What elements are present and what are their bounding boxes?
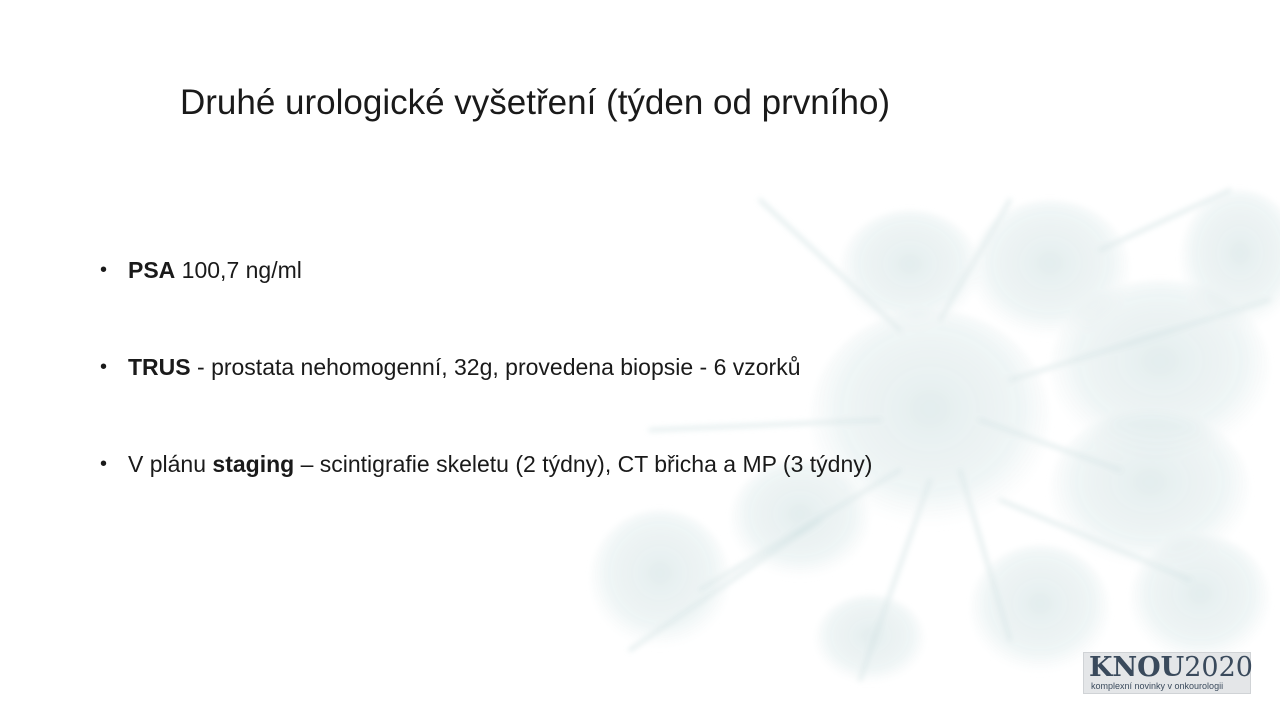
bullet-icon: • xyxy=(100,453,108,475)
list-item-text xyxy=(128,347,801,387)
logo-subtitle: komplexní novinky v onkourologii xyxy=(1091,681,1224,691)
list-item-bold: PSA xyxy=(128,257,176,283)
logo-wordmark-name: KNOU xyxy=(1089,652,1185,683)
list-item-bold: TRUS xyxy=(128,354,191,380)
list-item-rest: - prostata nehomogenní, 32g, provedena biopsie - 6 vzorků xyxy=(190,354,801,380)
list-item-text xyxy=(128,444,872,484)
knou-logo xyxy=(1083,652,1251,694)
list-item-bold: staging xyxy=(212,451,295,477)
bullet-icon: • xyxy=(100,356,108,378)
slide-title: Druhé urologické vyšetření (týden od prvního) xyxy=(180,83,891,122)
list-item-prefix: V plánu xyxy=(128,451,213,477)
list-item-rest: – scintigrafie skeletu (2 týdny), CT břicha a MP (3 týdny) xyxy=(294,451,873,477)
logo-wordmark-year: 2020 xyxy=(1184,652,1253,683)
list-item-rest: 100,7 ng/ml xyxy=(175,257,302,283)
logo-wordmark xyxy=(1089,653,1253,683)
bullet-icon: • xyxy=(100,259,108,281)
list-item-text xyxy=(128,250,302,290)
